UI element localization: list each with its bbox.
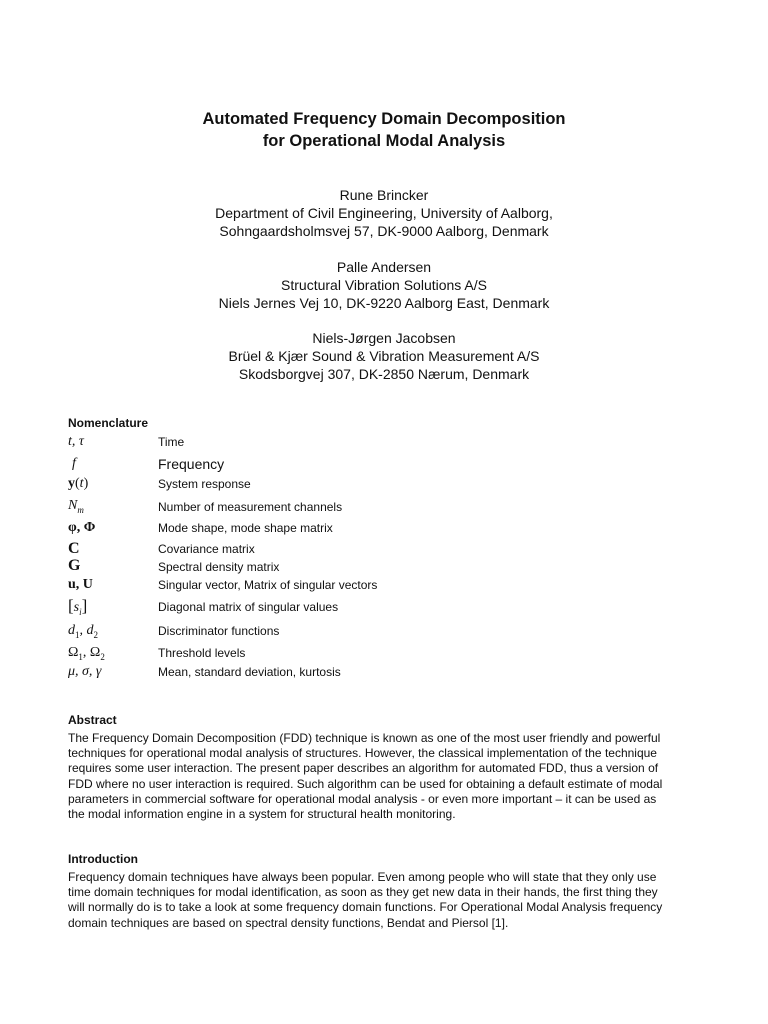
author-affiliation: Department of Civil Engineering, University of Aalborg, xyxy=(215,205,553,221)
author-name: Rune Brincker xyxy=(339,187,429,203)
introduction-line: time domain techniques for modal identification, as soon as they get new data in their hands, the first thing they xyxy=(68,885,658,900)
author-address: Sohngaardsholmsvej 57, DK-9000 Aalborg, Denmark xyxy=(219,223,549,239)
nomenclature-row xyxy=(68,475,708,495)
introduction-line: will normally do is to take a look at some frequency domain functions. For Operational Modal Analysis frequency xyxy=(68,900,663,915)
nomenclature-symbol: μ, σ, γ xyxy=(68,664,102,679)
title-line-2: for Operational Modal Analysis xyxy=(262,132,506,150)
abstract-paragraph xyxy=(68,731,718,822)
author-block-2 xyxy=(0,258,768,312)
nomenclature-row xyxy=(68,597,708,617)
nomenclature-symbol: φ, Φ xyxy=(68,520,96,535)
abstract-line: FDD where no user interaction is required. Such algorithm can be used for obtaining a default estimate of modal xyxy=(68,776,663,791)
author-affiliation: Brüel & Kjær Sound & Vibration Measurement A/S xyxy=(228,348,540,364)
abstract-line: The Frequency Domain Decomposition (FDD) technique is known as one of the most user friendly and powerful xyxy=(68,731,661,745)
nomenclature-description: Spectral density matrix xyxy=(158,560,280,574)
nomenclature-row xyxy=(68,663,708,683)
nomenclature-symbol: $[s_i]$ xyxy=(68,596,88,617)
introduction-line: Frequency domain techniques have always been popular. Even among people who will state that they only use xyxy=(68,870,657,884)
author-affiliation: Structural Vibration Solutions A/S xyxy=(281,277,487,293)
nomenclature-row xyxy=(68,455,708,475)
nomenclature-description: System response xyxy=(158,477,251,491)
author-address: Niels Jernes Vej 10, DK-9220 Aalborg East, Denmark xyxy=(218,295,550,311)
nomenclature-description: Discriminator functions xyxy=(158,624,280,638)
nomenclature-row xyxy=(68,433,708,453)
nomenclature-description: Singular vector, Matrix of singular vectors xyxy=(158,578,378,592)
nomenclature-symbol: G xyxy=(68,557,81,574)
author-address: Skodsborgvej 307, DK-2850 Nærum, Denmark xyxy=(238,366,530,382)
nomenclature-description: Time xyxy=(158,435,185,449)
abstract-line: requires some user interaction. The present paper describes an algorithm for automated FDD, thus a version of xyxy=(68,761,659,776)
introduction-heading: Introduction xyxy=(68,852,138,866)
author-name: Palle Andersen xyxy=(336,259,432,275)
paper-title xyxy=(0,108,768,152)
nomenclature-heading: Nomenclature xyxy=(68,416,149,430)
author-block-3 xyxy=(0,329,768,383)
nomenclature-row xyxy=(68,622,708,642)
nomenclature-symbol: u, U xyxy=(68,577,93,592)
nomenclature-description: Number of measurement channels xyxy=(158,500,343,514)
nomenclature-description: Covariance matrix xyxy=(158,542,255,556)
nomenclature-description: Diagonal matrix of singular values xyxy=(158,600,339,614)
abstract-line: the modal information engine in a system for structural health monitoring. xyxy=(68,807,456,822)
abstract-line: techniques for operational modal analysis of structures. However, the classical implementation of the technique xyxy=(68,746,657,761)
introduction-line: domain techniques are based on spectral density functions, Bendat and Piersol [1]. xyxy=(68,915,509,930)
nomenclature-row xyxy=(68,519,708,539)
nomenclature-symbol: $d_1$, $d_2$ xyxy=(68,623,98,640)
nomenclature-row xyxy=(68,557,708,577)
nomenclature-symbol: t, τ xyxy=(68,434,84,449)
nomenclature-row xyxy=(68,497,708,517)
nomenclature-symbol: y(t) xyxy=(68,476,89,491)
nomenclature-symbol: $\Omega_1$, $\Omega_2$ xyxy=(68,645,105,662)
author-block-1 xyxy=(0,186,768,240)
introduction-paragraph xyxy=(68,870,718,931)
abstract-heading: Abstract xyxy=(68,713,117,727)
nomenclature-row xyxy=(68,644,708,664)
title-line-1: Automated Frequency Domain Decomposition xyxy=(202,110,566,128)
nomenclature-description: Frequency xyxy=(158,456,225,472)
nomenclature-symbol: $N_m$ xyxy=(68,498,84,515)
nomenclature-description: Mean, standard deviation, kurtosis xyxy=(158,665,341,679)
nomenclature-description: Threshold levels xyxy=(158,646,246,660)
abstract-line: parameters in commercial software for operational modal analysis - or even more important – it can be used as xyxy=(68,791,657,806)
nomenclature-symbol: C xyxy=(68,540,80,557)
nomenclature-row xyxy=(68,576,708,596)
nomenclature-description: Mode shape, mode shape matrix xyxy=(158,521,333,535)
author-name: Niels-Jørgen Jacobsen xyxy=(312,330,456,346)
nomenclature-symbol: f xyxy=(72,456,76,471)
